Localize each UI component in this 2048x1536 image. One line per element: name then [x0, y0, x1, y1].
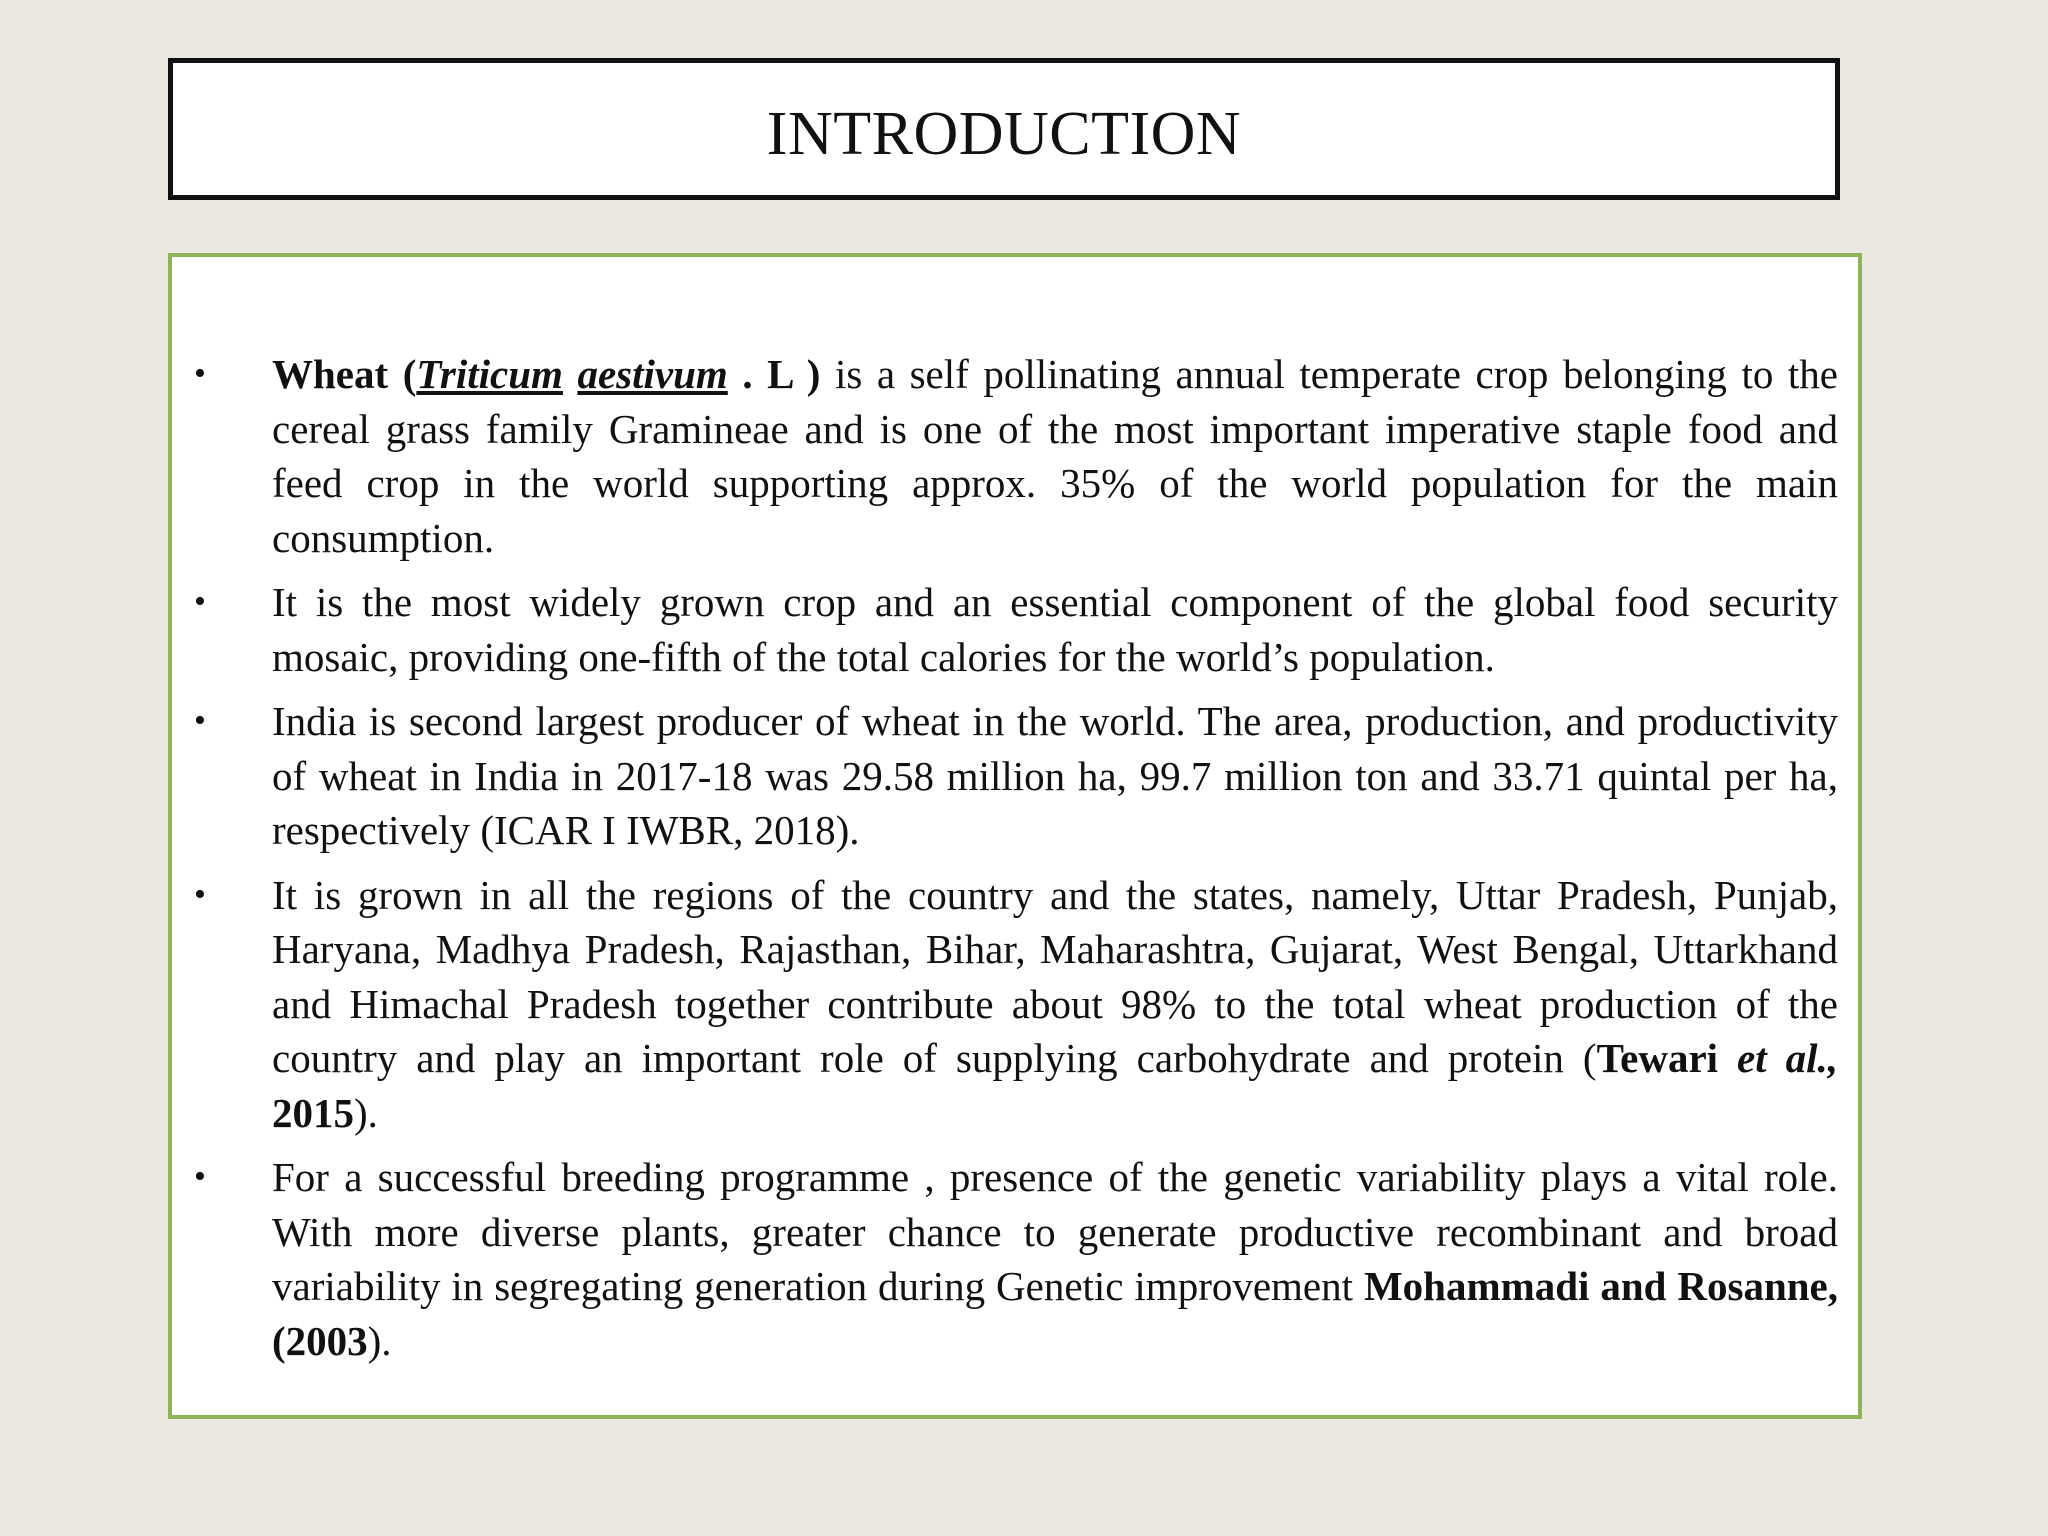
- bullet-item: [172, 868, 1858, 1141]
- bullet-item: [172, 1150, 1858, 1368]
- bullet-text: For a successful breeding programme , presence of the genetic variability plays a vital role. With more diverse plants, greater chance to generate productive recombinant and broad variability in segregating generation during Genetic improvement: [272, 1154, 1838, 1309]
- bullet-text: It is the most widely grown crop and an essential component of the global food security mosaic, providing one-fifth of the total calories for the world’s population.: [272, 579, 1838, 680]
- bullet-text: It is grown in all the regions of the country and the states, namely, Uttar Pradesh, Punjab, Haryana, Madhya Pradesh, Rajasthan, Bihar, Maharashtra, Gujarat, West Bengal, Uttarkhand and Himachal Pradesh together contribute about 98% to the total wheat production of the country and play an important role of supplying carbohydrate and protein (: [272, 871, 1838, 1081]
- slide-title: INTRODUCTION: [766, 99, 1242, 168]
- citation-author: Tewari: [1596, 1035, 1719, 1081]
- close-paren: ).: [354, 1089, 378, 1136]
- bullet-list: [172, 347, 1858, 1378]
- citation-year: 2015: [272, 1089, 354, 1136]
- bullet-icon: •: [194, 875, 206, 913]
- bullet-icon: •: [194, 355, 206, 392]
- wheat-term: Wheat: [272, 351, 389, 397]
- close-paren: ).: [367, 1317, 392, 1364]
- species-name: aestivum: [577, 351, 728, 397]
- bullet-icon: •: [194, 583, 206, 620]
- bullet-item: [172, 347, 1858, 565]
- authority: . L ): [742, 351, 821, 397]
- bullet-item: [172, 575, 1858, 684]
- genus-name: Triticum: [416, 351, 563, 397]
- citation-etal: et al.,: [1737, 1035, 1839, 1081]
- open-paren: (: [402, 351, 417, 397]
- bullet-text: is a self pollinating annual temperate crop belonging to the cereal grass family Gramineae and is one of the most important imperative staple food and feed crop in the world supporting approx. 35% of the world population for the main consumption.: [272, 351, 1838, 561]
- bullet-icon: •: [194, 1158, 206, 1195]
- citation: Mohammadi and Rosanne, (2003: [272, 1263, 1838, 1364]
- bullet-text: India is second largest producer of wheat in the world. The area, production, and productivity of wheat in India in 2017-18 was 29.58 million ha, 99.7 million ton and 33.71 quintal per ha, respectively (ICAR I IWBR, 2018).: [272, 698, 1838, 853]
- title-box: [168, 58, 1840, 200]
- bullet-item: [172, 694, 1858, 858]
- bullet-icon: •: [194, 702, 206, 739]
- content-box: [168, 253, 1862, 1419]
